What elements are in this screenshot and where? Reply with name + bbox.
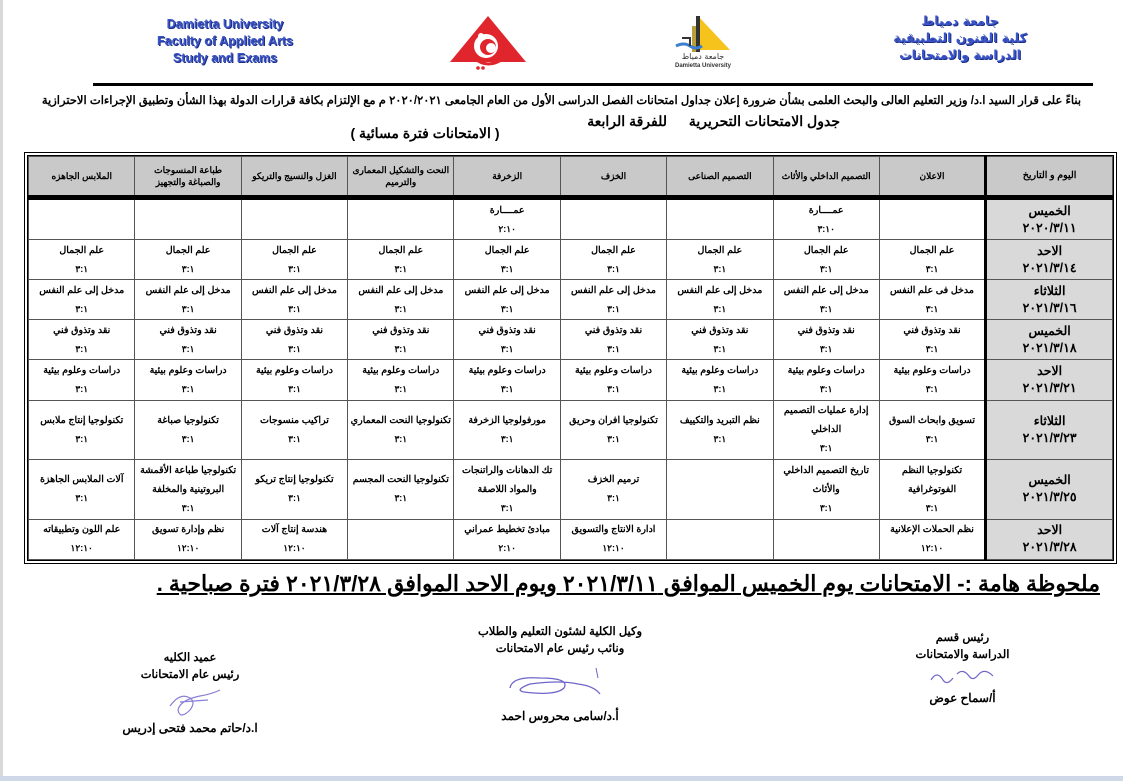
day-name: الخميس	[1028, 323, 1071, 338]
exam-subject: مبادئ تخطيط عمراني	[464, 524, 551, 536]
exam-time: ٣:١	[500, 263, 514, 274]
exam-cell	[135, 460, 241, 520]
exam-cell	[135, 519, 241, 559]
exam-subject: مدخل إلى علم النفس	[251, 284, 337, 296]
exam-cell	[667, 280, 773, 320]
exam-subject: مدخل إلى علم النفس	[358, 284, 444, 296]
exam-subject: تكنولوجيا النظم الفوتوغرافية	[901, 464, 963, 495]
day-date-cell	[986, 320, 1113, 360]
exam-cell	[241, 460, 347, 520]
exam-cell	[454, 280, 560, 320]
exam-time: ٣:١	[819, 343, 833, 354]
header-divider	[93, 83, 1093, 86]
exam-time: ٣:١	[394, 263, 408, 274]
exam-time: ١٢:١٠	[176, 543, 200, 554]
exam-time: ٣:١	[925, 343, 939, 354]
exam-time: ٣:١	[75, 343, 89, 354]
exam-time: ٣:١	[925, 502, 939, 513]
exam-time: ٣:١	[819, 383, 833, 394]
schedule-title-group: للفرقة الرابعة	[587, 113, 667, 129]
exam-cell	[454, 198, 560, 240]
column-header-department: طباعة المنسوجات والصباغة والتجهيز	[135, 157, 241, 198]
header-row	[29, 157, 1113, 198]
exam-cell	[879, 198, 985, 240]
exam-cell	[773, 460, 879, 520]
column-header-department: الاعلان	[879, 157, 985, 198]
exam-subject: علم الجمال	[378, 244, 424, 256]
exam-cell	[560, 360, 666, 400]
exam-time: ٣:١	[713, 263, 727, 274]
important-note: ملحوظة هامة :- الامتحانات يوم الخميس الموافق ٢٠٢١/٣/١١ ويوم الاحد الموافق ٢٠٢١/٣/٢٨ فترة صباحية .	[156, 571, 1100, 596]
schedule-row	[29, 360, 1113, 400]
column-header-department: النحت والتشكيل المعمارى والترميم	[348, 157, 454, 198]
day-name: الخميس	[1028, 203, 1071, 218]
exam-cell	[135, 280, 241, 320]
exam-date: ٢٠٢١/٣/٢٥	[1022, 490, 1077, 505]
exam-subject: دراسات وعلوم بيئية	[149, 364, 227, 376]
exam-subject: نقد وتذوق فني	[797, 324, 855, 336]
exam-subject: تكنولوجيا النحت المجسم	[352, 474, 449, 486]
exam-time: ٣:١	[819, 443, 833, 454]
header-english-line-2: Faculty of Applied Arts	[157, 34, 293, 48]
exam-cell	[29, 460, 135, 520]
exam-subject: تاريخ التصميم الداخلي والأثاث	[783, 464, 869, 495]
exam-time: ٣:١	[288, 303, 301, 314]
exam-time: ٣:١	[925, 303, 939, 314]
exam-subject: تراكيب منسوجات	[260, 414, 329, 426]
schedule-row	[29, 460, 1113, 520]
column-header-department: الخزف	[560, 157, 666, 198]
header-english	[140, 16, 310, 67]
exam-cell	[348, 400, 454, 460]
exam-subject: آلات الملابس الجاهزة	[39, 474, 124, 486]
vice-name: أ.د/سامى محروس احمد	[501, 709, 619, 723]
signature-dean	[110, 650, 270, 737]
exam-cell	[773, 519, 879, 559]
page-bottom-edge	[0, 776, 1123, 781]
university-logo-caption-ar: جامعة دمياط	[681, 52, 725, 61]
exam-subject: تكنولوجيا إنتاج تريكو	[255, 474, 334, 486]
exam-subject: تسويق وابحاث السوق	[889, 414, 976, 426]
exam-time: ٣:١	[394, 343, 408, 354]
exam-cell	[135, 240, 241, 280]
head-name: أ/سماح عوض	[929, 691, 996, 705]
vice-signature-icon	[500, 664, 620, 708]
exam-cell	[348, 360, 454, 400]
exam-subject: مدخل إلى علم النفس	[571, 284, 656, 296]
exam-subject: تكنولوجيا افران وحريق	[569, 414, 658, 426]
exam-time: ٣:١	[819, 263, 833, 274]
exam-time: ٣:١	[181, 263, 195, 274]
exam-cell	[879, 360, 985, 400]
day-name: الاحد	[1037, 363, 1063, 378]
exam-cell	[348, 320, 454, 360]
exam-subject: علم الجمال	[484, 244, 530, 256]
exam-time: ٣:١	[394, 383, 408, 394]
schedule-row	[29, 240, 1113, 280]
header-english-line-3: Study and Exams	[172, 51, 278, 65]
schedule-table-frame	[24, 152, 1117, 564]
head-title-line-2: الدراسة والامتحانات	[915, 649, 1010, 661]
exam-subject: دراسات وعلوم بيئية	[787, 364, 865, 376]
day-date-cell	[986, 360, 1113, 400]
exam-cell	[348, 519, 454, 559]
exam-time: ٣:١	[181, 502, 195, 513]
exam-cell	[29, 400, 135, 460]
exam-time: ١٢:١٠	[70, 543, 93, 554]
exam-cell	[560, 519, 666, 559]
exam-cell	[879, 280, 985, 320]
exam-cell	[773, 240, 879, 280]
exam-cell	[773, 360, 879, 400]
exam-cell	[29, 280, 135, 320]
exam-date: ٢٠٢١/٣/١٤	[1022, 260, 1077, 275]
exam-subject: علم الجمال	[591, 244, 636, 256]
exam-subject: نقد وتذوق فني	[478, 324, 536, 336]
schedule-row	[29, 320, 1113, 360]
exam-time: ٣:١	[925, 433, 939, 444]
exam-time: ٣:١	[75, 303, 89, 314]
exam-subject: تك الدهانات والراتنجات والمواد اللاصقة	[461, 464, 553, 495]
exam-subject: علم اللون وتطبيقاته	[43, 524, 121, 536]
page-left-edge	[0, 0, 3, 781]
exam-cell	[29, 198, 135, 240]
exam-time: ٣:١	[713, 383, 727, 394]
exam-subject: نقد وتذوق فني	[903, 324, 961, 336]
exam-date: ٢٠٢١/٣/١٦	[1022, 300, 1077, 315]
exam-time: ٣:١٠	[817, 223, 835, 234]
exam-subject: مدخل فى علم النفس	[890, 284, 975, 296]
exam-time: ٣:١	[713, 343, 727, 354]
exam-time: ٣:١	[394, 493, 408, 504]
exam-cell	[560, 320, 666, 360]
signature-head-of-dept	[905, 630, 1020, 707]
exam-cell	[241, 360, 347, 400]
signature-vice-dean	[470, 624, 650, 725]
exam-cell	[348, 240, 454, 280]
day-date-cell	[986, 460, 1113, 520]
column-header-department: الزخرفة	[454, 157, 560, 198]
exam-cell	[560, 198, 666, 240]
exam-cell	[667, 240, 773, 280]
schedule-row	[29, 198, 1113, 240]
exam-time: ٣:١	[819, 502, 833, 513]
exam-time: ١٢:١٠	[920, 543, 944, 554]
exam-time: ٢:١٠	[498, 543, 516, 554]
exam-cell	[348, 198, 454, 240]
exam-cell	[560, 240, 666, 280]
exam-cell	[29, 519, 135, 559]
exam-time: ٣:١	[607, 343, 620, 354]
exam-subject: مدخل إلى علم النفس	[39, 284, 125, 296]
exam-date: ٢٠٢١/٣/٢٣	[1022, 430, 1077, 445]
exam-cell	[667, 320, 773, 360]
exam-time: ٣:١	[713, 303, 727, 314]
exam-cell	[879, 519, 985, 559]
exam-subject: هندسة إنتاج آلات	[261, 524, 328, 536]
column-header-department: التصميم الداخلي والأثاث	[773, 157, 879, 198]
exam-cell	[773, 400, 879, 460]
exam-time: ٣:١	[607, 383, 620, 394]
exam-subject: تكنولوجيا النحت المعماري	[350, 414, 451, 426]
exam-time: ١٢:١٠	[602, 543, 625, 554]
exam-cell	[348, 280, 454, 320]
day-date-cell	[986, 400, 1113, 460]
exam-cell	[454, 320, 560, 360]
header-arabic-line-3: الدراسة والامتحانات	[899, 47, 1021, 62]
column-header-department: التصميم الصناعى	[667, 157, 773, 198]
faculty-logo-icon	[448, 14, 528, 74]
exam-subject: مدخل إلى علم النفس	[677, 284, 763, 296]
exam-subject: نقد وتذوق فني	[53, 324, 111, 336]
exam-subject: نظم وإدارة تسويق	[151, 524, 225, 536]
day-name: الثلاثاء	[1033, 283, 1066, 298]
exam-cell	[667, 400, 773, 460]
exam-time: ٣:١	[181, 343, 195, 354]
vice-title-line-1: وكيل الكلية لشئون التعليم والطلاب	[477, 626, 643, 638]
column-header-department: الغزل والنسيج والتريكو	[241, 157, 347, 198]
exam-subject: دراسات وعلوم بيئية	[362, 364, 440, 376]
exam-subject: تكنولوجيا صباغة	[157, 414, 219, 426]
header-arabic	[870, 12, 1050, 63]
exam-cell	[667, 519, 773, 559]
exam-time: ٣:١	[607, 433, 620, 444]
schedule-row	[29, 400, 1113, 460]
exam-subject: عمــــارة	[808, 204, 844, 216]
exam-cell	[560, 280, 666, 320]
exam-time: ٣:١	[607, 493, 620, 504]
exam-time: ٣:١	[607, 303, 620, 314]
exam-subject: دراسات وعلوم بيئية	[681, 364, 759, 376]
exam-cell	[879, 400, 985, 460]
exam-cell	[29, 240, 135, 280]
exam-cell	[241, 280, 347, 320]
day-date-cell	[986, 198, 1113, 240]
head-title-line-1: رئيس قسم	[935, 632, 990, 644]
exam-time: ٣:١	[500, 433, 514, 444]
exam-time: ٣:١	[75, 263, 89, 274]
exam-subject: عمــــارة	[489, 204, 525, 216]
exam-cell	[454, 400, 560, 460]
exam-date: ٢٠٢١/٣/٢١	[1022, 380, 1077, 395]
vice-title-line-2: ونائب رئيس عام الامتحانات	[495, 643, 625, 655]
exam-date: ٢٠٢٠/٣/١١	[1022, 220, 1077, 235]
exam-time: ٣:١	[925, 383, 939, 394]
exam-subject: نقد وتذوق فني	[372, 324, 430, 336]
exam-date: ٢٠٢١/٣/١٨	[1022, 340, 1077, 355]
exam-time: ٣:١	[181, 433, 195, 444]
exam-subject: نقد وتذوق فني	[265, 324, 324, 336]
schedule-title-main: جدول الامتحانات التحريرية	[688, 113, 840, 129]
exam-cell	[879, 460, 985, 520]
exam-subject: نقد وتذوق فني	[691, 324, 749, 336]
exam-cell	[135, 320, 241, 360]
header-arabic-line-2: كلية الفنون التطبيقية	[893, 30, 1027, 45]
exam-subject: نقد وتذوق فني	[584, 324, 643, 336]
exam-subject: تكنولوجيا إنتاج ملابس	[40, 414, 124, 426]
exam-time: ٣:١	[394, 303, 408, 314]
exam-subject: علم الجمال	[697, 244, 743, 256]
exam-cell	[135, 400, 241, 460]
day-date-cell	[986, 519, 1113, 559]
exam-time: ٣:١	[181, 383, 195, 394]
exam-cell	[667, 198, 773, 240]
exam-subject: دراسات وعلوم بيئية	[255, 364, 333, 376]
day-date-cell	[986, 240, 1113, 280]
schedule-row	[29, 280, 1113, 320]
exam-subject: نظم التبريد والتكييف	[679, 414, 760, 426]
exam-subject: ادارة الانتاج والتسويق	[571, 524, 656, 536]
header-english-line-1: Damietta University	[166, 17, 284, 31]
exam-subject: مدخل إلى علم النفس	[464, 284, 550, 296]
exam-time: ٣:١	[500, 303, 514, 314]
exam-subject: علم الجمال	[165, 244, 211, 256]
exam-subject: علم الجمال	[803, 244, 849, 256]
exam-cell	[241, 400, 347, 460]
dean-name: ا.د/حاتم محمد فتحى إدريس	[122, 721, 258, 735]
exam-time: ٣:١	[288, 263, 301, 274]
exam-time: ٣:١	[713, 433, 727, 444]
exam-cell	[135, 198, 241, 240]
exam-time: ٣:١	[181, 303, 195, 314]
exam-time: ٣:١	[394, 433, 408, 444]
exam-subject: إدارة عمليات التصميم الداخلي	[783, 405, 869, 436]
exam-time: ٣:١	[75, 493, 89, 504]
exam-cell	[879, 320, 985, 360]
exam-time: ٣:١	[500, 383, 514, 394]
head-signature-icon	[923, 664, 1003, 690]
exam-cell	[348, 460, 454, 520]
column-header-day-date: اليوم و التاريخ	[986, 157, 1113, 198]
day-name: الاحد	[1037, 243, 1063, 258]
exam-cell	[667, 460, 773, 520]
exam-date: ٢٠٢١/٣/٢٨	[1022, 540, 1077, 555]
exam-cell	[560, 460, 666, 520]
exam-time: ٣:١	[607, 263, 620, 274]
column-header-department: الملابس الجاهزه	[29, 157, 135, 198]
exam-cell	[454, 519, 560, 559]
day-name: الثلاثاء	[1033, 413, 1066, 428]
exam-time: ٣:١	[288, 383, 301, 394]
exam-subject: علم الجمال	[272, 244, 317, 256]
exam-time: ٣:١	[75, 383, 89, 394]
exam-time: ٣:١	[500, 343, 514, 354]
exam-subject: دراسات وعلوم بيئية	[43, 364, 121, 376]
exam-cell	[241, 198, 347, 240]
intro-text: بناءً على قرار السيد ا.د/ وزير التعليم العالى والبحث العلمى بشأن ضرورة إعلان جداول امتحانات الفصل الدراسى الأول من العام الجامعى ٢٠٢٠/٢٠٢١ م مع الإلتزام بكافة قرارات الدولة بهذا الشأن وتطبيق الإجراءات الاحترازية	[41, 95, 1082, 107]
exam-cell	[560, 400, 666, 460]
exam-cell	[879, 240, 985, 280]
exam-cell	[29, 360, 135, 400]
exam-time: ٣:١	[288, 343, 301, 354]
schedule-row	[29, 519, 1113, 559]
schedule-table	[28, 156, 1113, 560]
exam-cell	[454, 460, 560, 520]
exam-cell	[29, 320, 135, 360]
exam-time: ٣:١	[500, 502, 514, 513]
dean-title-line-2: رئيس عام الامتحانات	[140, 669, 240, 681]
exam-cell	[454, 360, 560, 400]
exam-subject: مدخل إلى علم النفس	[145, 284, 231, 296]
exam-time: ٣:١	[925, 263, 939, 274]
exam-cell	[454, 240, 560, 280]
exam-subject: دراسات وعلوم بيئية	[574, 364, 653, 376]
day-date-cell	[986, 280, 1113, 320]
exam-subject: علم الجمال	[909, 244, 955, 256]
day-name: الخميس	[1028, 473, 1071, 488]
dean-title-line-1: عميد الكليه	[163, 652, 217, 664]
dean-signature-icon	[150, 684, 230, 720]
header-arabic-line-1: جامعة دمياط	[921, 13, 999, 28]
exam-subject: مدخل إلى علم النفس	[783, 284, 869, 296]
exam-subject: نقد وتذوق فني	[159, 324, 217, 336]
exam-cell	[241, 240, 347, 280]
exam-time: ٣:١	[288, 433, 301, 444]
exam-time: ٢:١٠	[498, 223, 516, 234]
day-name: الاحد	[1037, 523, 1063, 538]
exam-cell	[135, 360, 241, 400]
exam-time: ٣:١	[75, 433, 89, 444]
exam-subject: علم الجمال	[59, 244, 105, 256]
exam-time: ٣:١	[819, 303, 833, 314]
exam-cell	[241, 519, 347, 559]
exam-subject: دراسات وعلوم بيئية	[893, 364, 971, 376]
exam-subject: دراسات وعلوم بيئية	[468, 364, 546, 376]
exam-subject: ترميم الخزف	[587, 474, 640, 486]
schedule-period: ( الامتحانات فترة مسائية )	[350, 125, 500, 141]
exam-cell	[667, 360, 773, 400]
university-logo-caption-en: Damietta University	[674, 63, 732, 69]
exam-cell	[773, 320, 879, 360]
exam-time: ١٢:١٠	[283, 543, 306, 554]
exam-subject: نظم الحملات الإعلانية	[890, 524, 974, 536]
exam-time: ٣:١	[288, 493, 301, 504]
exam-subject: تكنولوجيا طباعة الأقمشة البروتينية والمخلفة	[140, 464, 237, 495]
exam-cell	[773, 198, 879, 240]
exam-cell	[773, 280, 879, 320]
exam-cell	[241, 320, 347, 360]
exam-subject: مورفولوجيا الزخرفة	[468, 414, 546, 426]
